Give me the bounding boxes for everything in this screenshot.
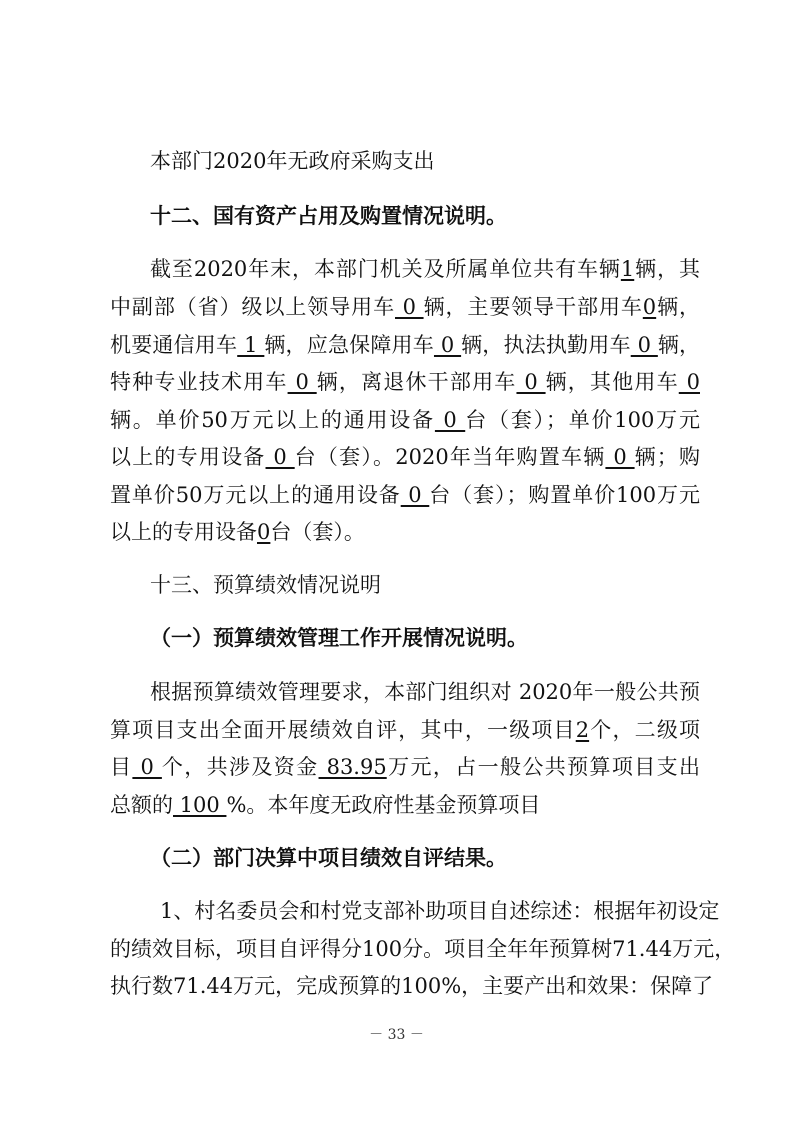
subsection-heading-13-1: （一）预算绩效管理工作开展情况说明。	[150, 626, 528, 650]
text: 目	[110, 755, 133, 779]
value-underlined: 2	[575, 718, 590, 742]
assets-line-2	[110, 294, 700, 320]
value-underlined: 0	[516, 370, 546, 394]
text: 总额的	[110, 793, 173, 817]
value-underlined: 0	[630, 333, 658, 357]
assets-line-8	[110, 519, 700, 545]
value-underlined: 0	[257, 520, 271, 544]
paragraph-no-procurement: 本部门2020年无政府采购支出	[150, 149, 435, 173]
value-underlined: 0	[678, 370, 700, 394]
text: 算项目支出全面开展绩效自评，其中，一级项目	[110, 718, 576, 742]
value-underlined: 0	[433, 333, 462, 357]
assets-line-4	[110, 369, 700, 395]
assets-line-1	[150, 256, 700, 282]
text: 辆；购	[634, 445, 701, 469]
text: 辆，执法执勤用车	[461, 333, 631, 357]
text: 辆，应急保障用车	[264, 333, 434, 357]
value-underlined: 0	[395, 295, 424, 319]
value-underlined: 0	[400, 483, 430, 507]
assets-line-6	[110, 444, 700, 470]
text: 辆，其	[634, 257, 700, 281]
assets-line-7	[110, 482, 700, 508]
value-underlined: 0	[132, 755, 162, 779]
value-underlined: 0	[642, 295, 657, 319]
performance-line-2	[110, 717, 700, 743]
text: 辆。单价50万元以上的通用设备	[110, 408, 435, 432]
text: 特种专业技术用车	[110, 370, 288, 394]
text: 台（套）；单价100万元	[465, 408, 700, 432]
vehicle-total: 1	[620, 257, 635, 281]
text: 中副部（省）级以上领导用车	[110, 295, 395, 319]
self-eval-line-2: 的绩效目标，项目自评得分100分。项目全年年预算树71.44万元，	[110, 937, 736, 961]
text: 台（套）。2020年当年购置车辆	[294, 445, 606, 469]
value-underlined: 0	[265, 445, 295, 469]
text: 台（套）。	[270, 520, 365, 544]
text: 万元，占一般公共预算项目支出	[386, 755, 701, 779]
section-heading-13: 十三、预算绩效情况说明	[150, 573, 381, 597]
text: 辆，	[657, 333, 701, 357]
text: 机要通信用车	[110, 333, 238, 357]
text: 以上的专用设备	[110, 445, 266, 469]
text: 截至2020年末，本部门机关及所属单位共有车辆	[150, 257, 621, 281]
value-underlined: 0	[605, 445, 635, 469]
text: 辆，其他用车	[545, 370, 679, 394]
text: 以上的专用设备	[110, 520, 257, 544]
self-eval-line-3: 执行数71.44万元，完成预算的100%，主要产出和效果：保障了	[110, 974, 714, 998]
text: 辆，	[656, 295, 701, 319]
subsection-heading-13-2: （二）部门决算中项目绩效自评结果。	[150, 846, 507, 870]
assets-line-5	[110, 407, 700, 433]
text: 个，共涉及资金	[161, 755, 319, 779]
section-heading-12: 十二、国有资产占用及购置情况说明。	[150, 204, 507, 228]
text: 辆，主要领导干部用车	[423, 295, 643, 319]
text: 个，二级项	[589, 718, 700, 742]
value-underlined: 100	[173, 793, 227, 817]
assets-line-3	[110, 332, 700, 358]
text: %。本年度无政府性基金预算项目	[226, 793, 541, 817]
value-underlined: 1	[237, 333, 265, 357]
text: 置单价50万元以上的通用设备	[110, 483, 401, 507]
performance-line-4	[110, 792, 700, 818]
text: 辆，离退休干部用车	[316, 370, 517, 394]
value-underlined: 0	[434, 408, 466, 432]
value-underlined: 0	[287, 370, 317, 394]
page-number: － 33 －	[369, 1027, 424, 1043]
value-underlined: 83.95	[318, 755, 387, 779]
performance-line-3	[110, 754, 700, 780]
performance-line-1: 根据预算绩效管理要求，本部门组织对 2020年一般公共预	[150, 680, 700, 704]
self-eval-line-1: 1、村名委员会和村党支部补助项目自述综述：根据年初设定	[160, 899, 720, 923]
text: 台（套）；购置单价100万元	[429, 483, 700, 507]
